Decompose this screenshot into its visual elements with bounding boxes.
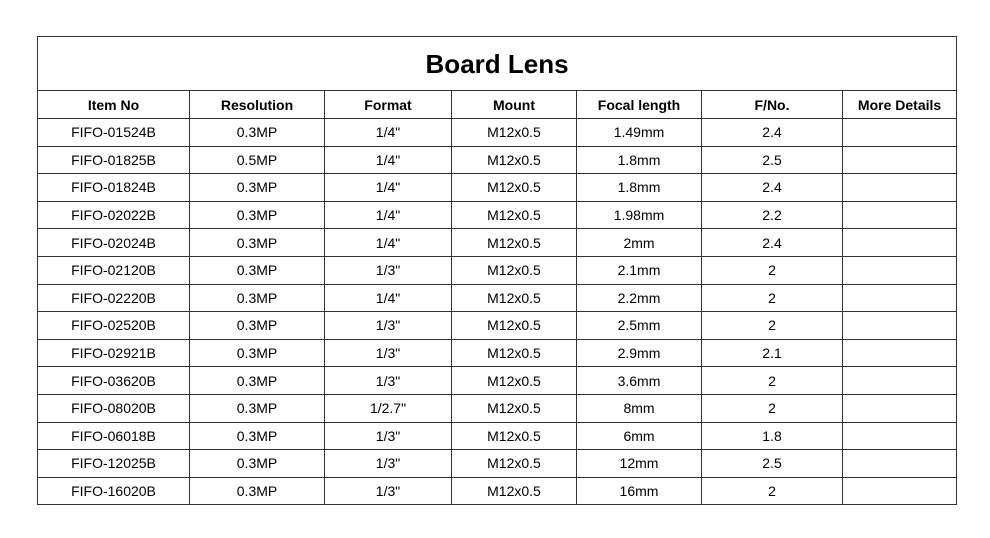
resolution-cell: 0.3MP xyxy=(190,339,325,367)
column-header-focal-length: Focal length xyxy=(577,91,702,119)
focal-length-cell: 8mm xyxy=(577,394,702,422)
f-number-cell: 2 xyxy=(702,394,843,422)
table-row xyxy=(38,174,957,202)
format-cell: 1/3" xyxy=(325,477,452,505)
f-number-cell: 2.2 xyxy=(702,201,843,229)
column-header-mount: Mount xyxy=(452,91,577,119)
format-cell: 1/4" xyxy=(325,284,452,312)
format-cell: 1/3" xyxy=(325,422,452,450)
focal-length-cell: 12mm xyxy=(577,450,702,478)
more-details-cell[interactable] xyxy=(843,422,957,450)
item-no-cell: FIFO-02520B xyxy=(38,312,190,340)
table-row xyxy=(38,256,957,284)
resolution-cell: 0.3MP xyxy=(190,174,325,202)
table-row xyxy=(38,119,957,147)
format-cell: 1/4" xyxy=(325,146,452,174)
format-cell: 1/3" xyxy=(325,256,452,284)
table-row xyxy=(38,367,957,395)
format-cell: 1/2.7" xyxy=(325,394,452,422)
mount-cell: M12x0.5 xyxy=(452,146,577,174)
table-row xyxy=(38,394,957,422)
lens-table-container xyxy=(37,36,956,505)
focal-length-cell: 1.8mm xyxy=(577,174,702,202)
item-no-cell: FIFO-08020B xyxy=(38,394,190,422)
f-number-cell: 2 xyxy=(702,312,843,340)
item-no-cell: FIFO-16020B xyxy=(38,477,190,505)
f-number-cell: 2 xyxy=(702,477,843,505)
focal-length-cell: 6mm xyxy=(577,422,702,450)
table-row xyxy=(38,450,957,478)
item-no-cell: FIFO-02024B xyxy=(38,229,190,257)
focal-length-cell: 2.1mm xyxy=(577,256,702,284)
f-number-cell: 2.5 xyxy=(702,146,843,174)
resolution-cell: 0.3MP xyxy=(190,450,325,478)
item-no-cell: FIFO-02120B xyxy=(38,256,190,284)
more-details-cell[interactable] xyxy=(843,284,957,312)
header-row xyxy=(38,91,957,119)
item-no-cell: FIFO-02921B xyxy=(38,339,190,367)
format-cell: 1/4" xyxy=(325,119,452,147)
column-header-resolution: Resolution xyxy=(190,91,325,119)
focal-length-cell: 16mm xyxy=(577,477,702,505)
more-details-cell[interactable] xyxy=(843,146,957,174)
table-row xyxy=(38,284,957,312)
mount-cell: M12x0.5 xyxy=(452,284,577,312)
resolution-cell: 0.3MP xyxy=(190,229,325,257)
f-number-cell: 2.4 xyxy=(702,119,843,147)
item-no-cell: FIFO-01825B xyxy=(38,146,190,174)
item-no-cell: FIFO-02220B xyxy=(38,284,190,312)
mount-cell: M12x0.5 xyxy=(452,450,577,478)
resolution-cell: 0.3MP xyxy=(190,477,325,505)
f-number-cell: 2.1 xyxy=(702,339,843,367)
item-no-cell: FIFO-12025B xyxy=(38,450,190,478)
column-header-item-no: Item No xyxy=(38,91,190,119)
f-number-cell: 2.4 xyxy=(702,229,843,257)
more-details-cell[interactable] xyxy=(843,256,957,284)
table-body xyxy=(38,119,957,505)
more-details-cell[interactable] xyxy=(843,312,957,340)
more-details-cell[interactable] xyxy=(843,174,957,202)
more-details-cell[interactable] xyxy=(843,367,957,395)
table-row xyxy=(38,477,957,505)
more-details-cell[interactable] xyxy=(843,339,957,367)
mount-cell: M12x0.5 xyxy=(452,422,577,450)
resolution-cell: 0.3MP xyxy=(190,394,325,422)
more-details-cell[interactable] xyxy=(843,229,957,257)
focal-length-cell: 3.6mm xyxy=(577,367,702,395)
focal-length-cell: 2.2mm xyxy=(577,284,702,312)
format-cell: 1/3" xyxy=(325,339,452,367)
resolution-cell: 0.3MP xyxy=(190,256,325,284)
mount-cell: M12x0.5 xyxy=(452,256,577,284)
focal-length-cell: 1.98mm xyxy=(577,201,702,229)
focal-length-cell: 2.5mm xyxy=(577,312,702,340)
resolution-cell: 0.3MP xyxy=(190,201,325,229)
mount-cell: M12x0.5 xyxy=(452,229,577,257)
table-row xyxy=(38,146,957,174)
item-no-cell: FIFO-02022B xyxy=(38,201,190,229)
more-details-cell[interactable] xyxy=(843,201,957,229)
resolution-cell: 0.3MP xyxy=(190,367,325,395)
column-header-more-details: More Details xyxy=(843,91,957,119)
resolution-cell: 0.3MP xyxy=(190,422,325,450)
mount-cell: M12x0.5 xyxy=(452,367,577,395)
board-lens-table xyxy=(37,36,957,505)
resolution-cell: 0.5MP xyxy=(190,146,325,174)
format-cell: 1/3" xyxy=(325,367,452,395)
focal-length-cell: 2.9mm xyxy=(577,339,702,367)
table-title: Board Lens xyxy=(38,37,957,91)
table-row xyxy=(38,201,957,229)
item-no-cell: FIFO-01824B xyxy=(38,174,190,202)
resolution-cell: 0.3MP xyxy=(190,284,325,312)
f-number-cell: 2.5 xyxy=(702,450,843,478)
more-details-cell[interactable] xyxy=(843,450,957,478)
item-no-cell: FIFO-03620B xyxy=(38,367,190,395)
item-no-cell: FIFO-01524B xyxy=(38,119,190,147)
f-number-cell: 2 xyxy=(702,284,843,312)
format-cell: 1/3" xyxy=(325,450,452,478)
mount-cell: M12x0.5 xyxy=(452,394,577,422)
focal-length-cell: 1.8mm xyxy=(577,146,702,174)
mount-cell: M12x0.5 xyxy=(452,174,577,202)
format-cell: 1/4" xyxy=(325,201,452,229)
table-row xyxy=(38,229,957,257)
mount-cell: M12x0.5 xyxy=(452,477,577,505)
table-row xyxy=(38,422,957,450)
resolution-cell: 0.3MP xyxy=(190,119,325,147)
f-number-cell: 1.8 xyxy=(702,422,843,450)
f-number-cell: 2 xyxy=(702,367,843,395)
column-header-format: Format xyxy=(325,91,452,119)
mount-cell: M12x0.5 xyxy=(452,339,577,367)
mount-cell: M12x0.5 xyxy=(452,201,577,229)
item-no-cell: FIFO-06018B xyxy=(38,422,190,450)
f-number-cell: 2 xyxy=(702,256,843,284)
format-cell: 1/4" xyxy=(325,229,452,257)
table-row xyxy=(38,312,957,340)
format-cell: 1/4" xyxy=(325,174,452,202)
format-cell: 1/3" xyxy=(325,312,452,340)
more-details-cell[interactable] xyxy=(843,394,957,422)
focal-length-cell: 1.49mm xyxy=(577,119,702,147)
f-number-cell: 2.4 xyxy=(702,174,843,202)
more-details-cell[interactable] xyxy=(843,119,957,147)
more-details-cell[interactable] xyxy=(843,477,957,505)
table-row xyxy=(38,339,957,367)
column-header-f-number: F/No. xyxy=(702,91,843,119)
focal-length-cell: 2mm xyxy=(577,229,702,257)
resolution-cell: 0.3MP xyxy=(190,312,325,340)
mount-cell: M12x0.5 xyxy=(452,312,577,340)
mount-cell: M12x0.5 xyxy=(452,119,577,147)
